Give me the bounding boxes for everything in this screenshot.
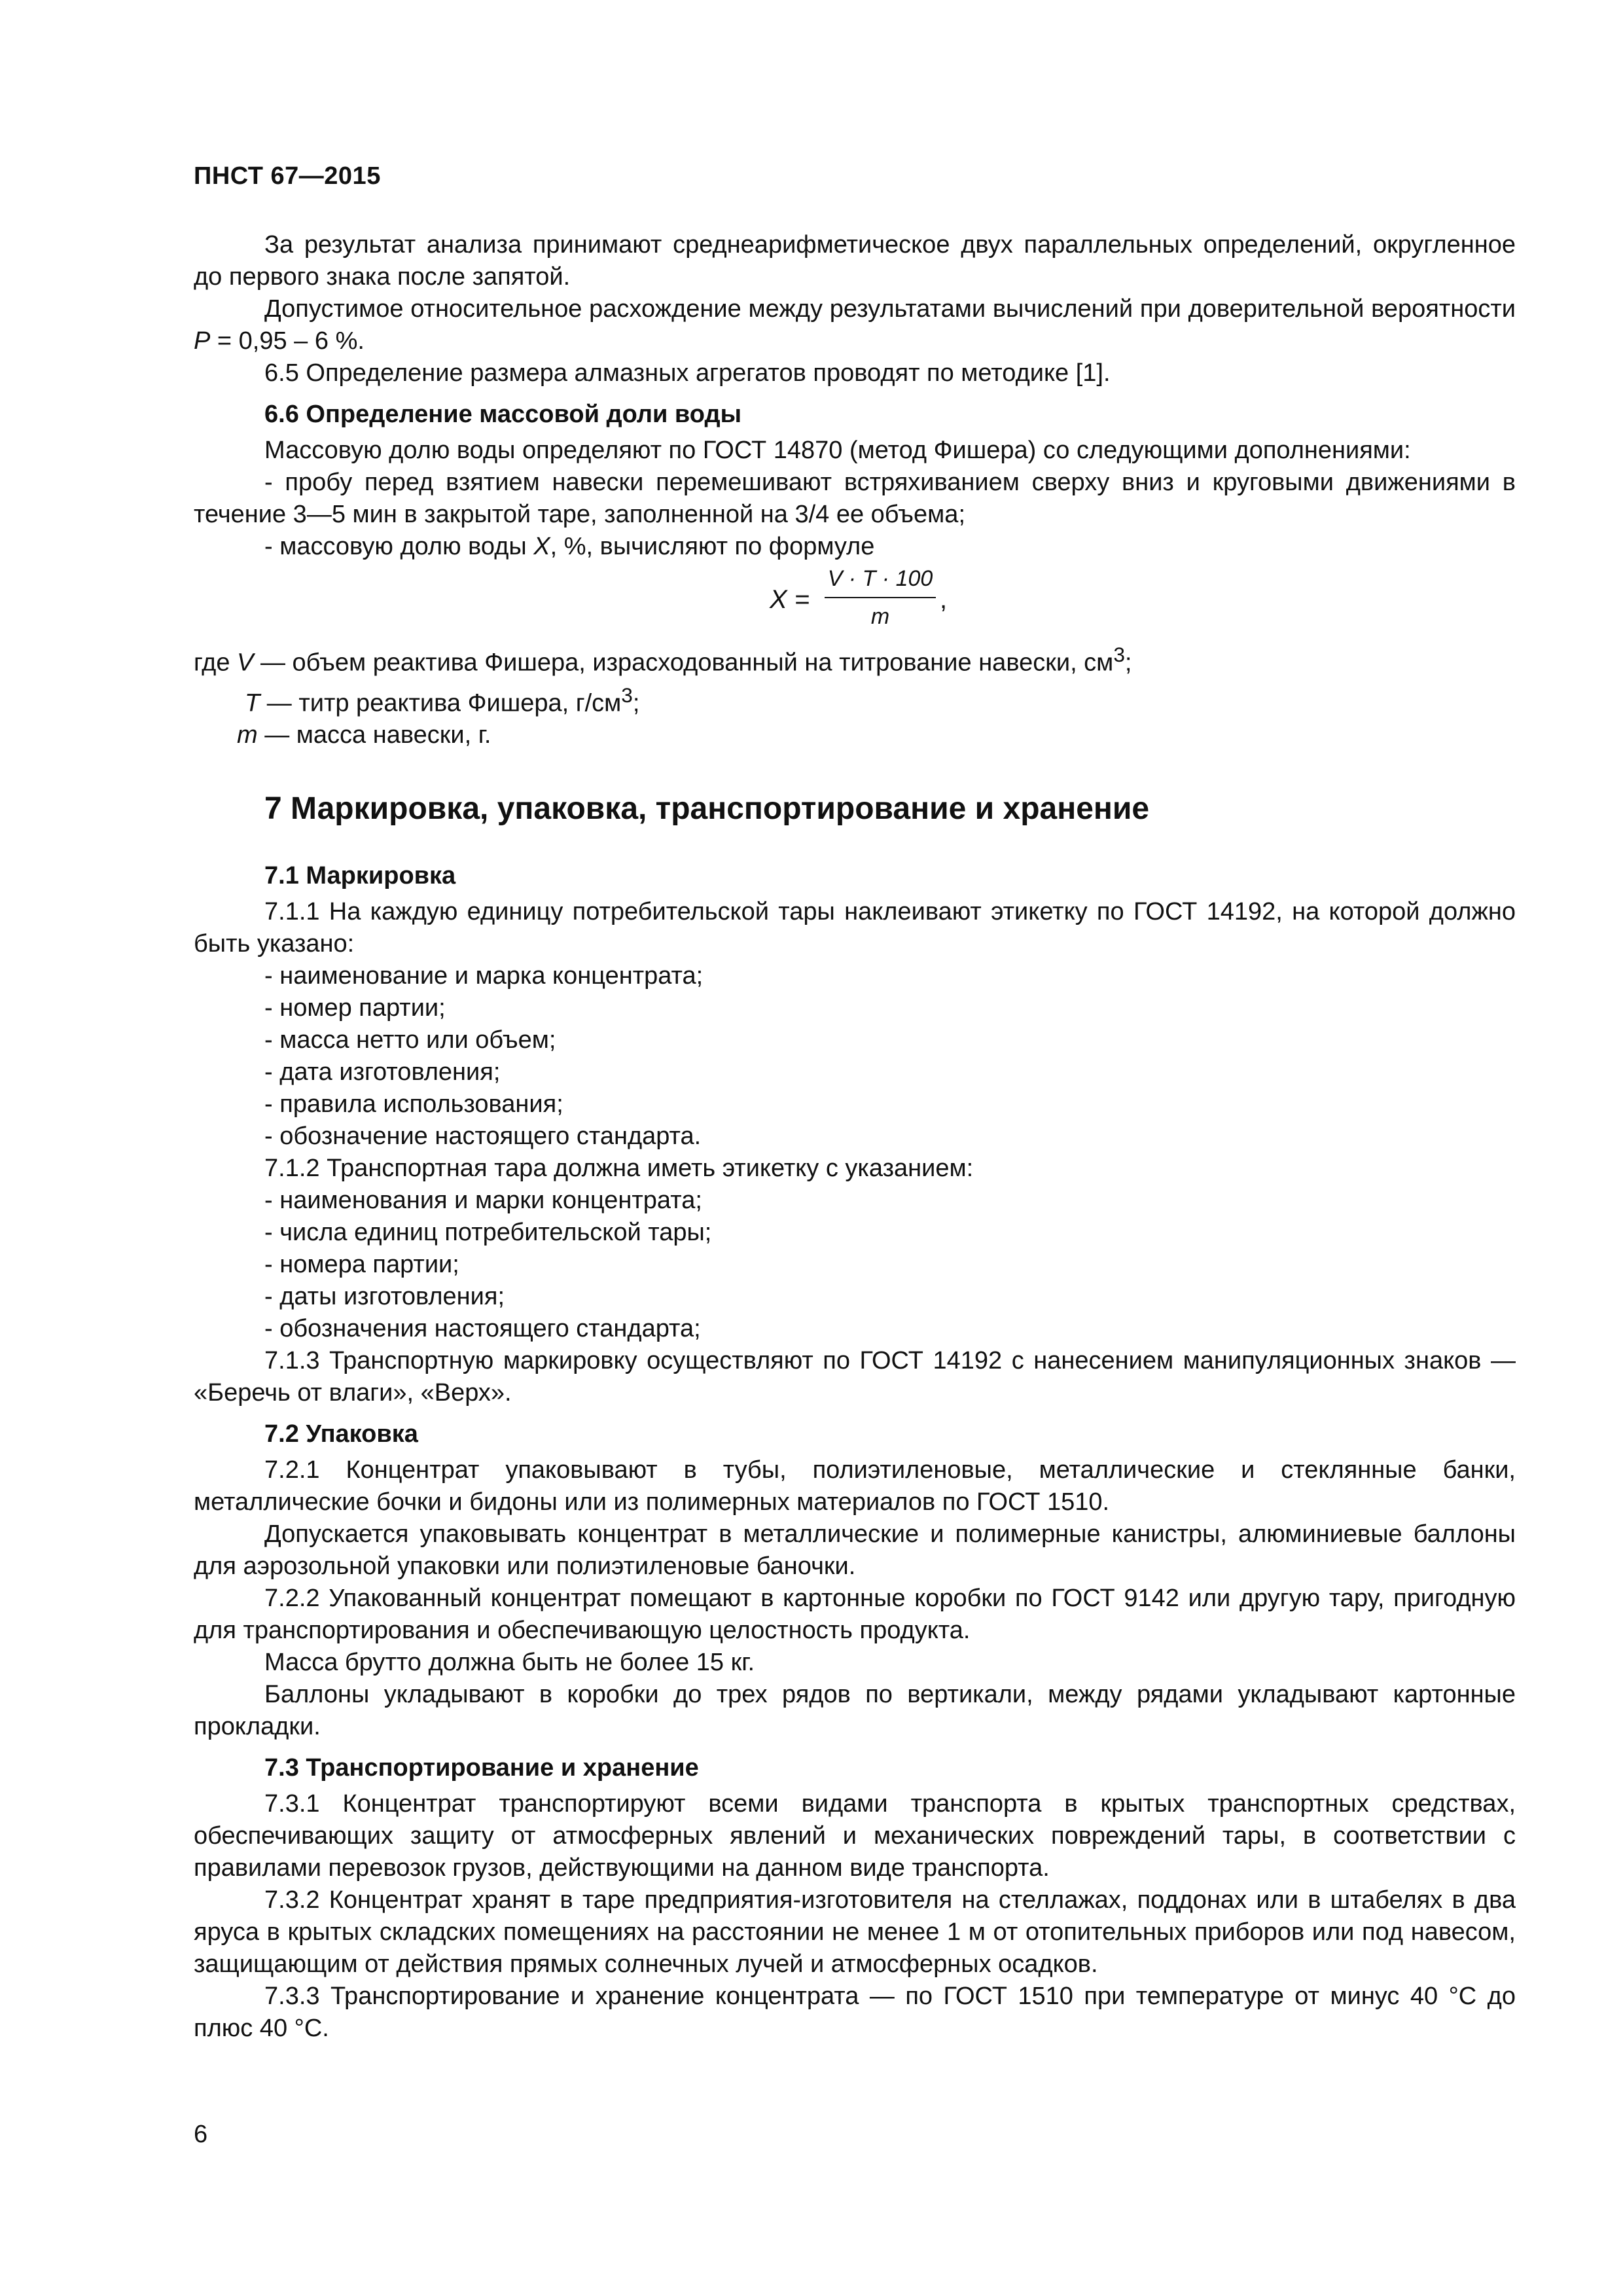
paragraph-7-3-3: 7.3.3 Транспортирование и хранение концентрата — по ГОСТ 1510 при температуре от минус 40 °С до плюс 40 °С. [194, 1982, 1516, 2043]
paragraph-result: За результат анализа принимают среднеарифметическое двух параллельных определений, округленное до первого знака после запятой. [194, 231, 1516, 291]
list-item: - обозначение настоящего стандарта. [264, 1122, 702, 1151]
legend-m [194, 719, 1516, 751]
legend-t [194, 679, 1516, 720]
legend-t-end: ; [632, 689, 640, 717]
paragraph-water-method: Массовую долю воды определяют по ГОСТ 14870 (метод Фишера) со следующими дополнениями: [264, 437, 1411, 464]
paragraph-7-2-1: 7.2.1 Концентрат упаковывают в тубы, полиэтиленовые, металлические и стеклянные банки, металлические бочки и бидоны или из полимерных материалов по ГОСТ 1510. [194, 1456, 1516, 1516]
formula-intro-text: - массовую долю воды [264, 533, 534, 560]
list-7-1-2 [194, 1185, 1516, 1345]
section-7-title: 7 Маркировка, упаковка, транспортирование и хранение [264, 791, 1150, 827]
formula-lhs: X = [770, 585, 810, 614]
legend-t-sup: 3 [621, 683, 633, 707]
list-item: - номер партии; [264, 994, 446, 1022]
document-code: ПНСТ 67—2015 [194, 162, 381, 190]
formula-intro-var-x: X [533, 533, 550, 560]
list-item: - масса нетто или объем; [264, 1026, 556, 1054]
formula-fraction-bar [825, 597, 936, 598]
paragraph-7-1-1: 7.1.1 На каждую единицу потребительской тары наклеивают этикетку по ГОСТ 14192, на которой должно быть указано: [194, 898, 1516, 958]
legend-v-sup: 3 [1113, 643, 1125, 666]
formula-comma: , [940, 585, 948, 614]
paragraph-tolerance [194, 293, 1516, 357]
paragraph-7-2-2: 7.2.2 Упакованный концентрат помещают в картонные коробки по ГОСТ 9142 или другую тару, пригодную для транспортирования и обеспечивающую целостность продукта. [194, 1585, 1516, 1645]
legend-var-v: V [237, 649, 254, 677]
list-item: - наименования и марки концентрата; [264, 1187, 702, 1215]
tolerance-text: Допустимое относительное расхождение между результатами вычислений при доверительной вероятности [264, 295, 1516, 323]
paragraph-7-2-2-b: Масса брутто должна быть не более 15 кг. [264, 1649, 755, 1677]
legend-var-m: m [237, 721, 258, 749]
legend-v-end: ; [1124, 649, 1132, 677]
heading-7-2: 7.2 Упаковка [264, 1420, 418, 1448]
list-item: - даты изготовления; [264, 1283, 505, 1311]
legend-where: где [194, 649, 238, 677]
list-item: - дата изготовления; [264, 1058, 501, 1086]
tolerance-var-p: P [194, 327, 211, 355]
formula-numerator: V · T · 100 [827, 566, 933, 591]
list-item: - правила использования; [264, 1090, 563, 1119]
heading-6-6: 6.6 Определение массовой доли воды [264, 401, 742, 428]
list-item: - наименование и марка концентрата; [264, 962, 704, 990]
legend-v-text: — объем реактива Фишера, израсходованный на титрование навески, см [253, 649, 1114, 677]
paragraph-7-2-1-b: Допускается упаковывать концентрат в металлические и полимерные канистры, алюминиевые баллоны для аэрозольной упаковки или полиэтиленовые баночки. [194, 1520, 1516, 1581]
paragraph-formula-intro [194, 531, 1516, 563]
legend-m-text: — масса навески, г. [257, 721, 491, 749]
legend-var-t: T [245, 689, 260, 717]
tolerance-value: = 0,95 – 6 %. [210, 327, 365, 355]
document-body [194, 229, 1516, 2045]
paragraph-7-1-3: 7.1.3 Транспортную маркировку осуществляют по ГОСТ 14192 с нанесением манипуляционных знаков — «Беречь от влаги», «Верх». [194, 1347, 1516, 1407]
legend-v [194, 639, 1516, 679]
paragraph-7-3-1: 7.3.1 Концентрат транспортируют всеми видами транспорта в крытых транспортных средствах, обеспечивающих защиту от атмосферных явлений и механических повреждений тары, в соответствии с правилами перевозок грузов, действующими на данном виде транспорта. [194, 1790, 1516, 1882]
legend-t-text: — титр реактива Фишера, г/см [260, 689, 622, 717]
paragraph-7-3-2: 7.3.2 Концентрат хранят в таре предприятия-изготовителя на стеллажах, поддонах или в штабелях в два яруса в крытых складских помещениях на расстоянии не менее 1 м от отопительных приборов или под навесом, защищающим от действия прямых солнечных лучей и атмосферных осадков. [194, 1886, 1516, 1979]
paragraph-sample-mixing: - пробу перед взятием навески перемешивают встряхиванием сверху вниз и круговыми движениями в течение 3—5 мин в закрытой таре, заполненной на 3/4 ее объема; [194, 469, 1516, 528]
water-fraction-formula [194, 563, 1516, 635]
list-item: - номера партии; [264, 1251, 459, 1279]
heading-7-1: 7.1 Маркировка [264, 862, 456, 890]
page-number: 6 [194, 2121, 208, 2148]
list-item: - обозначения настоящего стандарта; [264, 1315, 701, 1343]
list-item: - числа единиц потребительской тары; [264, 1219, 712, 1247]
list-7-1-1 [194, 960, 1516, 1153]
formula-denominator: m [870, 604, 890, 629]
paragraph-7-1-2: 7.1.2 Транспортная тара должна иметь этикетку с указанием: [264, 1155, 974, 1183]
paragraph-6-5: 6.5 Определение размера алмазных агрегатов проводят по методике [1]. [264, 359, 1111, 387]
heading-7-3: 7.3 Транспортирование и хранение [264, 1754, 699, 1782]
paragraph-7-2-2-c: Баллоны укладывают в коробки до трех рядов по вертикали, между рядами укладывают картонные прокладки. [194, 1681, 1516, 1741]
formula-intro-end: , %, вычисляют по формуле [550, 533, 875, 560]
